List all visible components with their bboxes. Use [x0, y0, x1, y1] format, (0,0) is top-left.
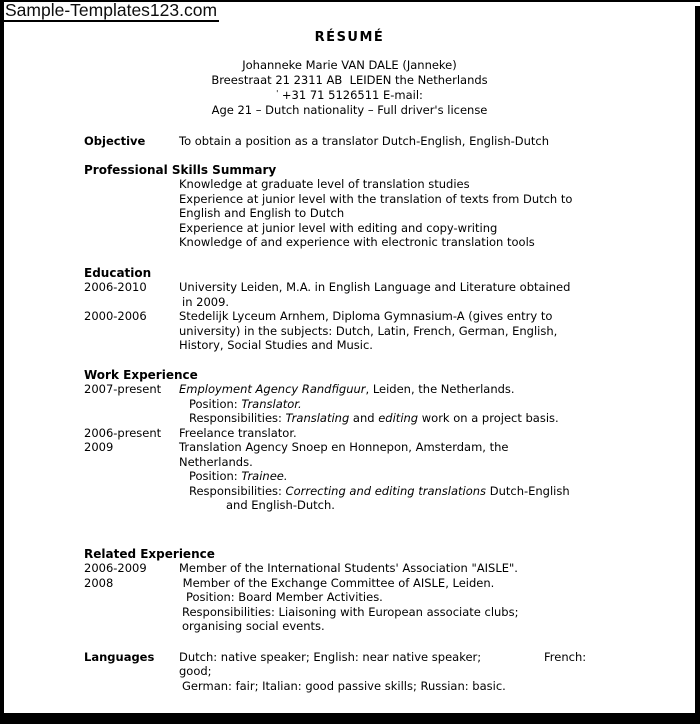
education-heading: Education: [84, 265, 152, 280]
skills-section: [84, 177, 695, 250]
education-date: 2000-2006: [84, 309, 147, 323]
work-row: [84, 440, 695, 513]
languages-line: good;: [179, 664, 212, 678]
work-line: Responsibilities: Translating and editing work on a project basis.: [189, 411, 559, 425]
skills-line: Knowledge of and experience with electronic translation tools: [179, 235, 535, 249]
work-date: 2007-present: [84, 382, 162, 396]
related-heading: Related Experience: [84, 546, 215, 561]
page-title: RÉSUMÉ: [314, 30, 385, 45]
page-border-bottom: [0, 713, 700, 724]
education-line: in 2009.: [182, 294, 230, 309]
work-line: Position: Trainee.: [189, 469, 288, 483]
address-line: Breestraat 21 2311 AB LEIDEN the Netherlands: [211, 72, 488, 87]
related-line: Responsibilities: Liaisoning with European associate clubs;: [182, 604, 519, 619]
education-row: [84, 280, 695, 309]
related-row: [84, 576, 695, 634]
objective-section: [84, 134, 695, 149]
education-line: History, Social Studies and Music.: [179, 338, 373, 352]
related-date: 2008: [84, 575, 114, 590]
related-line: organising social events.: [182, 619, 325, 633]
work-line: Position: Translator.: [189, 396, 302, 411]
work-date: 2009: [84, 440, 114, 454]
work-line: Employment Agency Randfiguur, Leiden, the Netherlands.: [179, 382, 515, 396]
skills-line: English and English to Dutch: [179, 206, 345, 220]
watermark: Sample-Templates123.com: [5, 0, 218, 20]
work-line: Responsibilities: Correcting and editing translations Dutch-English: [189, 483, 570, 498]
work-date: 2006-present: [84, 425, 162, 440]
page-border-right: [695, 6, 700, 724]
work-row: [84, 382, 695, 426]
skills-heading: Professional Skills Summary: [84, 162, 277, 177]
resume-sections: [84, 134, 695, 693]
info-line: Age 21 – Dutch nationality – Full driver's license: [211, 102, 488, 117]
work-row: [84, 426, 695, 441]
work-line: Translation Agency Snoep en Honnepon, Amsterdam, the: [179, 440, 509, 454]
work-heading: Work Experience: [84, 367, 198, 382]
skills-line: Experience at junior level with the translation of texts from Dutch to: [179, 191, 573, 206]
objective-label: Objective: [84, 134, 146, 148]
education-line: university) in the subjects: Dutch, Latin, French, German, English,: [179, 323, 558, 338]
contact-block: [4, 58, 695, 117]
work-line: and English-Dutch.: [226, 498, 335, 512]
related-date: 2006-2009: [84, 561, 147, 575]
work-line: Freelance translator.: [179, 425, 297, 440]
education-line: Stedelijk Lyceum Arnhem, Diploma Gymnasium-A (gives entry to: [179, 309, 553, 323]
languages-french: French:: [544, 649, 587, 664]
education-line: University Leiden, M.A. in English Language and Literature obtained: [179, 280, 571, 294]
languages-line: German: fair; Italian: good passive skills; Russian: basic.: [182, 678, 506, 693]
document-body: [4, 2, 695, 693]
work-line: Netherlands.: [179, 454, 253, 469]
education-row: [84, 309, 695, 353]
languages-section: [84, 650, 695, 694]
languages-line: [179, 649, 587, 665]
related-line: Position: Board Member Activities.: [186, 590, 383, 604]
phone-icon: ': [276, 89, 279, 98]
objective-text: To obtain a position as a translator Dutch-English, English-Dutch: [179, 134, 550, 148]
skills-line: Knowledge at graduate level of translation studies: [179, 177, 470, 191]
name-line: Johanneke Marie VAN DALE (Janneke): [242, 58, 457, 72]
phone-line: [4, 87, 695, 103]
related-line: Member of the International Students' Association "AISLE".: [179, 561, 518, 575]
related-line: Member of the Exchange Committee of AISLE, Leiden.: [179, 575, 495, 590]
languages-label: Languages: [84, 649, 155, 664]
education-date: 2006-2010: [84, 280, 147, 294]
phone-number: +31 71 5126511 E-mail:: [278, 88, 423, 102]
skills-line: Experience at junior level with editing and copy-writing: [179, 220, 498, 235]
related-row: [84, 561, 695, 576]
languages-line-left: Dutch: native speaker; English: near native speaker;: [179, 649, 482, 664]
